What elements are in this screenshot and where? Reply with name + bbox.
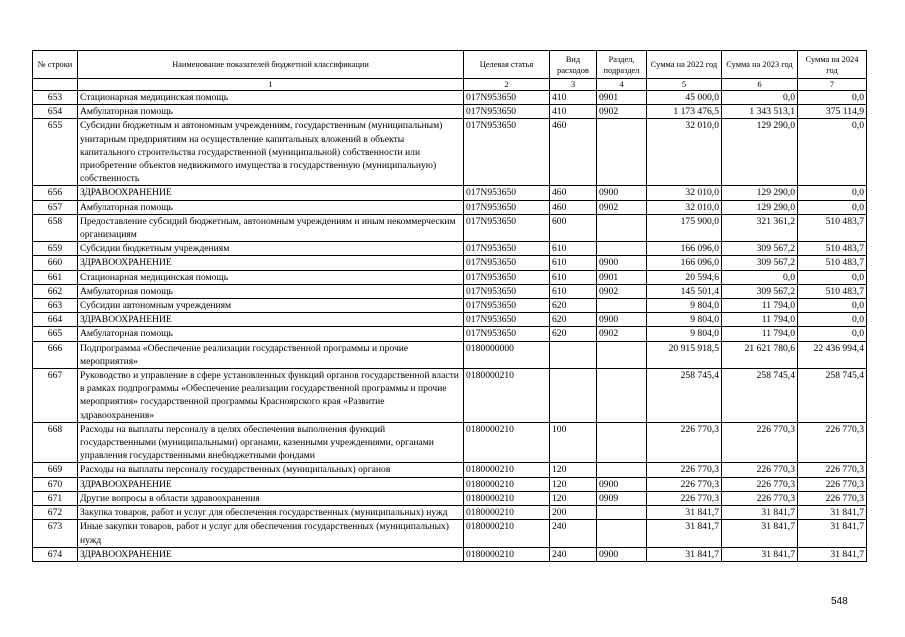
sum-2024-cell: 510 483,7 <box>798 256 867 270</box>
section-cell: 0902 <box>597 284 647 298</box>
sum-2023-cell: 0,0 <box>722 91 798 105</box>
target-article-cell: 0180000210 <box>464 520 550 547</box>
sum-2024-cell: 226 770,3 <box>798 422 867 463</box>
header-row <box>33 51 867 79</box>
row-number-cell: 664 <box>33 313 78 327</box>
indicator-name-cell: ЗДРАВООХРАНЕНИЕ <box>78 256 464 270</box>
sum-2024-cell: 510 483,7 <box>798 242 867 256</box>
page-number: 548 <box>831 596 848 607</box>
expense-type-cell: 600 <box>550 214 597 241</box>
expense-type-cell: 460 <box>550 200 597 214</box>
section-cell <box>597 341 647 368</box>
sum-2022-cell: 145 501,4 <box>647 284 722 298</box>
row-number-cell: 671 <box>33 491 78 505</box>
sum-2022-cell: 31 841,7 <box>647 547 722 561</box>
sum-2023-cell: 129 290,0 <box>722 119 798 186</box>
sum-2022-cell: 226 770,3 <box>647 477 722 491</box>
sum-2023-cell: 129 290,0 <box>722 200 798 214</box>
indicator-name-cell: Расходы на выплаты персоналу государственных (муниципальных) органов <box>78 463 464 477</box>
section-cell <box>597 242 647 256</box>
table-row <box>33 200 867 214</box>
section-cell: 0900 <box>597 186 647 200</box>
expense-type-cell: 410 <box>550 91 597 105</box>
row-number-cell: 659 <box>33 242 78 256</box>
sum-2023-cell: 321 361,2 <box>722 214 798 241</box>
table-row <box>33 327 867 341</box>
target-article-cell: 017N953650 <box>464 270 550 284</box>
sum-2024-cell: 510 483,7 <box>798 284 867 298</box>
row-number-cell: 674 <box>33 547 78 561</box>
column-index: 4 <box>597 79 647 91</box>
row-number-cell: 654 <box>33 105 78 119</box>
sum-2022-cell: 226 770,3 <box>647 463 722 477</box>
expense-type-cell: 460 <box>550 119 597 186</box>
header-vid: Вид расходов <box>550 51 597 79</box>
sum-2024-cell: 226 770,3 <box>798 477 867 491</box>
sum-2023-cell: 11 794,0 <box>722 327 798 341</box>
expense-type-cell: 240 <box>550 520 597 547</box>
budget-table <box>32 50 867 562</box>
indicator-name-cell: Амбулаторная помощь <box>78 284 464 298</box>
row-number-cell: 665 <box>33 327 78 341</box>
sum-2024-cell: 375 114,9 <box>798 105 867 119</box>
indicator-name-cell: Расходы на выплаты персоналу в целях обеспечения выполнения функций государственными (муниципальными) органами, казенными учреждениями, органами управления государственными внебюджетными фондами <box>78 422 464 463</box>
table-row <box>33 547 867 561</box>
table-row <box>33 369 867 423</box>
sum-2024-cell: 258 745,4 <box>798 369 867 423</box>
indicator-name-cell: ЗДРАВООХРАНЕНИЕ <box>78 313 464 327</box>
indicator-name-cell: Амбулаторная помощь <box>78 327 464 341</box>
target-article-cell: 0180000000 <box>464 341 550 368</box>
sum-2024-cell: 31 841,7 <box>798 506 867 520</box>
sum-2024-cell: 0,0 <box>798 119 867 186</box>
table-row <box>33 520 867 547</box>
target-article-cell: 0180000210 <box>464 422 550 463</box>
indicator-name-cell: Субсидии бюджетным учреждениям <box>78 242 464 256</box>
sum-2023-cell: 129 290,0 <box>722 186 798 200</box>
section-cell: 0900 <box>597 256 647 270</box>
sum-2024-cell: 31 841,7 <box>798 547 867 561</box>
row-number-cell: 656 <box>33 186 78 200</box>
sum-2024-cell: 0,0 <box>798 313 867 327</box>
sum-2023-cell: 309 567,2 <box>722 284 798 298</box>
table-row <box>33 186 867 200</box>
sum-2022-cell: 20 594,6 <box>647 270 722 284</box>
row-number-cell: 668 <box>33 422 78 463</box>
table-row <box>33 341 867 368</box>
row-number-cell: 667 <box>33 369 78 423</box>
expense-type-cell: 620 <box>550 327 597 341</box>
target-article-cell: 0180000210 <box>464 477 550 491</box>
row-number-cell: 670 <box>33 477 78 491</box>
target-article-cell: 0180000210 <box>464 369 550 423</box>
target-article-cell: 017N953650 <box>464 256 550 270</box>
table-row <box>33 214 867 241</box>
table-row <box>33 119 867 186</box>
indicator-name-cell: Стационарная медицинская помощь <box>78 91 464 105</box>
expense-type-cell: 120 <box>550 491 597 505</box>
expense-type-cell: 200 <box>550 506 597 520</box>
row-number-cell: 669 <box>33 463 78 477</box>
row-number-cell: 673 <box>33 520 78 547</box>
section-cell <box>597 299 647 313</box>
expense-type-cell: 120 <box>550 477 597 491</box>
sum-2023-cell: 0,0 <box>722 270 798 284</box>
column-index-blank <box>33 79 78 91</box>
target-article-cell: 0180000210 <box>464 463 550 477</box>
target-article-cell: 0180000210 <box>464 491 550 505</box>
target-article-cell: 017N953650 <box>464 119 550 186</box>
table-row <box>33 463 867 477</box>
sum-2024-cell: 510 483,7 <box>798 214 867 241</box>
sum-2023-cell: 309 567,2 <box>722 256 798 270</box>
sum-2022-cell: 32 010,0 <box>647 200 722 214</box>
expense-type-cell: 120 <box>550 463 597 477</box>
section-cell <box>597 520 647 547</box>
column-index: 2 <box>464 79 550 91</box>
sum-2024-cell: 0,0 <box>798 270 867 284</box>
sum-2024-cell: 226 770,3 <box>798 463 867 477</box>
header-sum-2023: Сумма на 2023 год <box>722 51 798 79</box>
sum-2023-cell: 11 794,0 <box>722 313 798 327</box>
section-cell <box>597 119 647 186</box>
header-sum-2024: Сумма на 2024 год <box>798 51 867 79</box>
sum-2024-cell: 226 770,3 <box>798 491 867 505</box>
header-razdel: Раздел, подраздел <box>597 51 647 79</box>
column-index: 7 <box>798 79 867 91</box>
target-article-cell: 017N953650 <box>464 327 550 341</box>
section-cell <box>597 463 647 477</box>
expense-type-cell <box>550 369 597 423</box>
sum-2022-cell: 175 900,0 <box>647 214 722 241</box>
header-target: Целевая статья <box>464 51 550 79</box>
section-cell: 0901 <box>597 270 647 284</box>
expense-type-cell: 620 <box>550 313 597 327</box>
sum-2023-cell: 309 567,2 <box>722 242 798 256</box>
header-sum-2022: Сумма на 2022 год <box>647 51 722 79</box>
sum-2022-cell: 32 010,0 <box>647 186 722 200</box>
expense-type-cell: 620 <box>550 299 597 313</box>
row-number-cell: 658 <box>33 214 78 241</box>
section-cell: 0902 <box>597 105 647 119</box>
sum-2023-cell: 31 841,7 <box>722 547 798 561</box>
table-row <box>33 422 867 463</box>
sum-2024-cell: 0,0 <box>798 200 867 214</box>
sum-2024-cell: 0,0 <box>798 327 867 341</box>
sum-2023-cell: 226 770,3 <box>722 477 798 491</box>
target-article-cell: 017N953650 <box>464 214 550 241</box>
sum-2022-cell: 9 804,0 <box>647 313 722 327</box>
indicator-name-cell: ЗДРАВООХРАНЕНИЕ <box>78 477 464 491</box>
sum-2022-cell: 31 841,7 <box>647 506 722 520</box>
column-index: 3 <box>550 79 597 91</box>
sum-2023-cell: 1 343 513,1 <box>722 105 798 119</box>
indicator-name-cell: ЗДРАВООХРАНЕНИЕ <box>78 547 464 561</box>
target-article-cell: 017N953650 <box>464 299 550 313</box>
indicator-name-cell: Субсидии бюджетным и автономным учреждениям, государственным (муниципальным) унитарным предприятиям на осуществление капитальных вложений в объекты капитального строительства государственной (муниципальной) собственности или приобретение объектов недвижимого имущества в государственную (муниципальную) собственность <box>78 119 464 186</box>
table-row <box>33 506 867 520</box>
sum-2023-cell: 226 770,3 <box>722 463 798 477</box>
indicator-name-cell: ЗДРАВООХРАНЕНИЕ <box>78 186 464 200</box>
section-cell: 0902 <box>597 327 647 341</box>
table-row <box>33 477 867 491</box>
indicator-name-cell: Руководство и управление в сфере установленных функций органов государственной власти в рамках подпрограммы «Обеспечение реализации государственной программы и прочие мероприятия» государственной программы Красноярского края «Развитие здравоохранения» <box>78 369 464 423</box>
expense-type-cell: 610 <box>550 256 597 270</box>
expense-type-cell: 610 <box>550 270 597 284</box>
section-cell: 0909 <box>597 491 647 505</box>
sum-2022-cell: 20 915 918,5 <box>647 341 722 368</box>
column-index-row <box>33 79 867 91</box>
section-cell: 0900 <box>597 313 647 327</box>
expense-type-cell: 460 <box>550 186 597 200</box>
sum-2023-cell: 31 841,7 <box>722 506 798 520</box>
target-article-cell: 017N953650 <box>464 91 550 105</box>
row-number-cell: 660 <box>33 256 78 270</box>
expense-type-cell: 610 <box>550 284 597 298</box>
target-article-cell: 017N953650 <box>464 186 550 200</box>
sum-2023-cell: 11 794,0 <box>722 299 798 313</box>
table-row <box>33 284 867 298</box>
row-number-cell: 662 <box>33 284 78 298</box>
sum-2022-cell: 258 745,4 <box>647 369 722 423</box>
table-row <box>33 256 867 270</box>
sum-2022-cell: 9 804,0 <box>647 299 722 313</box>
table-row <box>33 91 867 105</box>
column-index: 6 <box>722 79 798 91</box>
section-cell <box>597 422 647 463</box>
indicator-name-cell: Подпрограмма «Обеспечение реализации государственной программы и прочие мероприятия» <box>78 341 464 368</box>
row-number-cell: 661 <box>33 270 78 284</box>
row-number-cell: 655 <box>33 119 78 186</box>
table-row <box>33 242 867 256</box>
target-article-cell: 0180000210 <box>464 506 550 520</box>
table-row <box>33 270 867 284</box>
row-number-cell: 672 <box>33 506 78 520</box>
sum-2024-cell: 0,0 <box>798 91 867 105</box>
row-number-cell: 663 <box>33 299 78 313</box>
expense-type-cell <box>550 341 597 368</box>
sum-2023-cell: 21 621 780,6 <box>722 341 798 368</box>
column-index: 1 <box>78 79 464 91</box>
section-cell <box>597 369 647 423</box>
section-cell: 0902 <box>597 200 647 214</box>
row-number-cell: 657 <box>33 200 78 214</box>
expense-type-cell: 610 <box>550 242 597 256</box>
column-index: 5 <box>647 79 722 91</box>
table-row <box>33 313 867 327</box>
sum-2022-cell: 166 096,0 <box>647 256 722 270</box>
table-row <box>33 491 867 505</box>
header-row-no: № строки <box>33 51 78 79</box>
target-article-cell: 017N953650 <box>464 284 550 298</box>
table-row <box>33 105 867 119</box>
section-cell: 0900 <box>597 547 647 561</box>
target-article-cell: 017N953650 <box>464 200 550 214</box>
sum-2024-cell: 0,0 <box>798 299 867 313</box>
section-cell <box>597 506 647 520</box>
sum-2024-cell: 31 841,7 <box>798 520 867 547</box>
expense-type-cell: 240 <box>550 547 597 561</box>
row-number-cell: 666 <box>33 341 78 368</box>
table-body <box>33 91 867 562</box>
target-article-cell: 017N953650 <box>464 242 550 256</box>
sum-2023-cell: 31 841,7 <box>722 520 798 547</box>
sum-2022-cell: 226 770,3 <box>647 422 722 463</box>
target-article-cell: 017N953650 <box>464 313 550 327</box>
target-article-cell: 017N953650 <box>464 105 550 119</box>
sum-2022-cell: 1 173 476,5 <box>647 105 722 119</box>
indicator-name-cell: Другие вопросы в области здравоохранения <box>78 491 464 505</box>
sum-2023-cell: 226 770,3 <box>722 422 798 463</box>
sum-2023-cell: 258 745,4 <box>722 369 798 423</box>
indicator-name-cell: Стационарная медицинская помощь <box>78 270 464 284</box>
indicator-name-cell: Амбулаторная помощь <box>78 105 464 119</box>
row-number-cell: 653 <box>33 91 78 105</box>
indicator-name-cell: Иные закупки товаров, работ и услуг для обеспечения государственных (муниципальных) нужд <box>78 520 464 547</box>
sum-2022-cell: 226 770,3 <box>647 491 722 505</box>
sum-2022-cell: 166 096,0 <box>647 242 722 256</box>
section-cell: 0900 <box>597 477 647 491</box>
indicator-name-cell: Закупка товаров, работ и услуг для обеспечения государственных (муниципальных) нужд <box>78 506 464 520</box>
expense-type-cell: 100 <box>550 422 597 463</box>
indicator-name-cell: Амбулаторная помощь <box>78 200 464 214</box>
indicator-name-cell: Субсидии автономным учреждениям <box>78 299 464 313</box>
sum-2023-cell: 226 770,3 <box>722 491 798 505</box>
indicator-name-cell: Предоставление субсидий бюджетным, автономным учреждениям и иным некоммерческим организациям <box>78 214 464 241</box>
sum-2022-cell: 32 010,0 <box>647 119 722 186</box>
expense-type-cell: 410 <box>550 105 597 119</box>
table-row <box>33 299 867 313</box>
section-cell: 0901 <box>597 91 647 105</box>
sum-2024-cell: 0,0 <box>798 186 867 200</box>
target-article-cell: 0180000210 <box>464 547 550 561</box>
sum-2022-cell: 9 804,0 <box>647 327 722 341</box>
header-name: Наименование показателей бюджетной классификации <box>78 51 464 79</box>
section-cell <box>597 214 647 241</box>
sum-2024-cell: 22 436 994,4 <box>798 341 867 368</box>
sum-2022-cell: 31 841,7 <box>647 520 722 547</box>
sum-2022-cell: 45 000,0 <box>647 91 722 105</box>
